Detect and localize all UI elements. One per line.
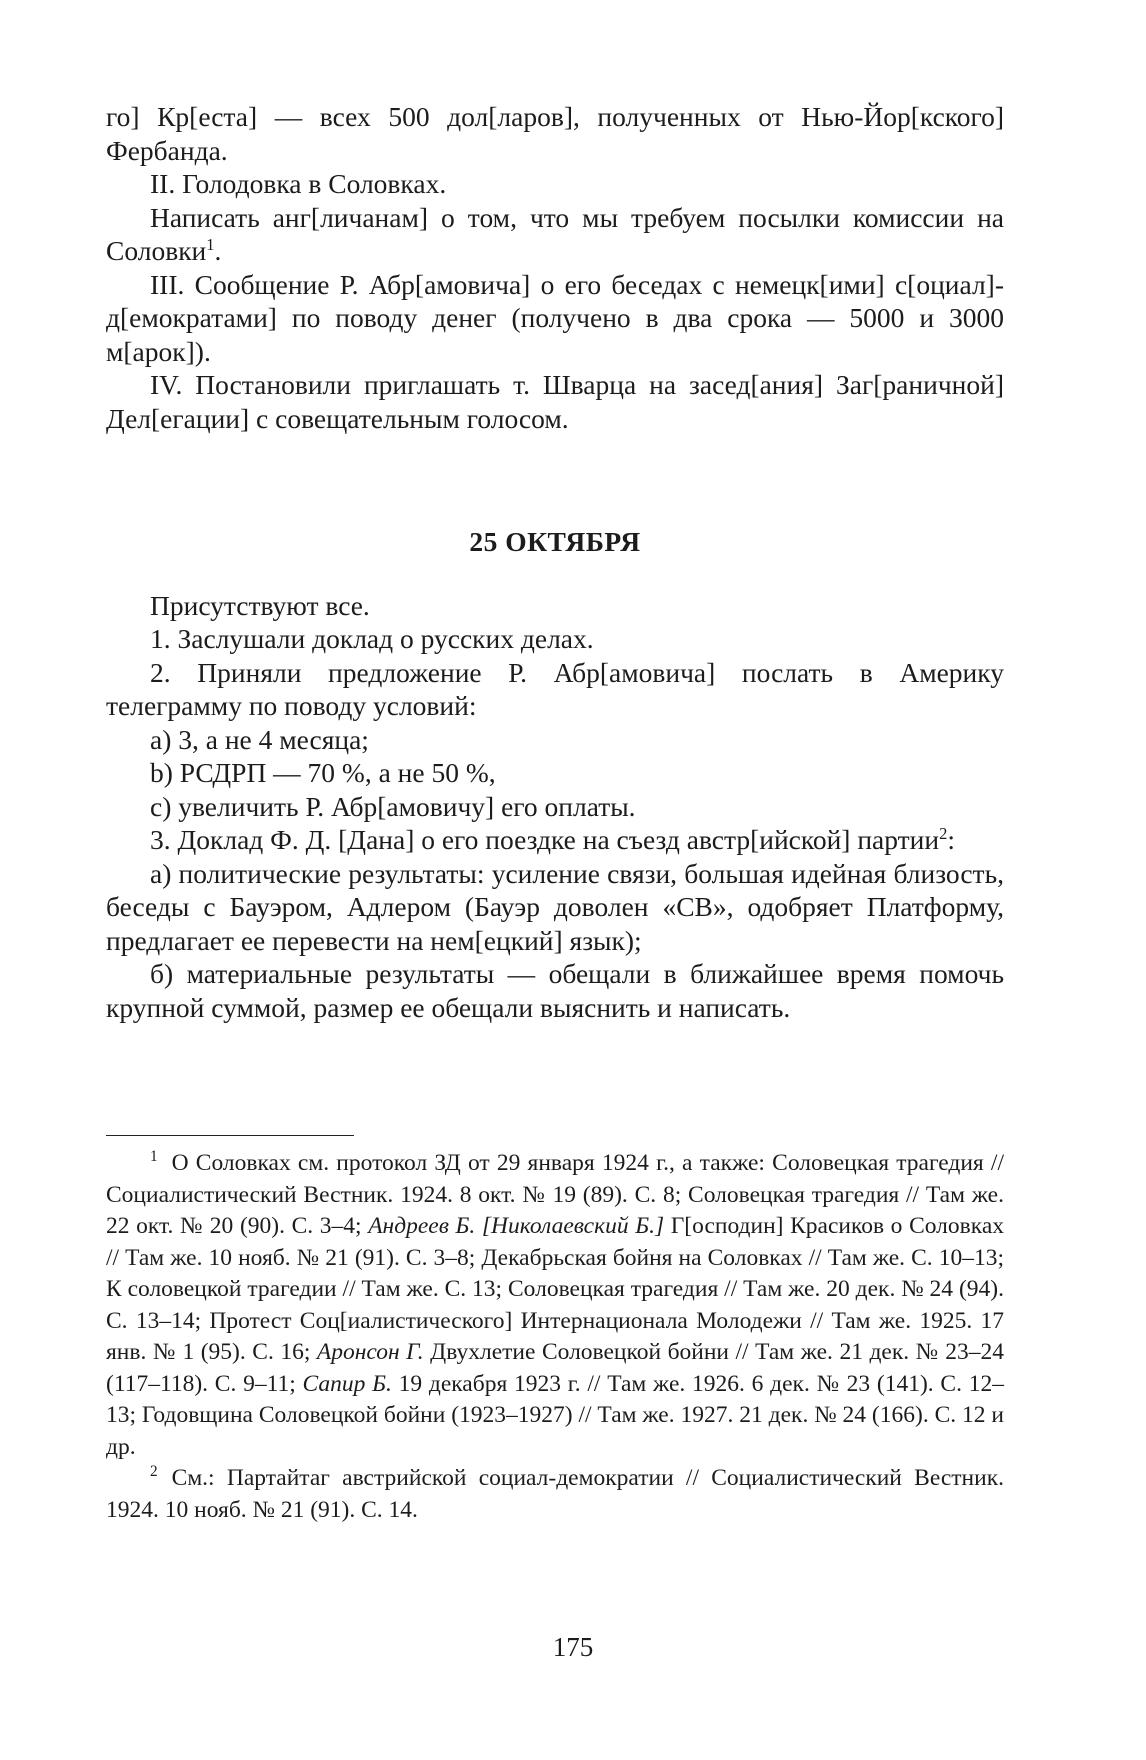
- list-item: b) РСДРП — 70 %, а не 50 %,: [150, 757, 496, 788]
- paragraph: 2. Приняли предложение Р. Абр[амовича] послать в Америку телеграмму по поводу условий:: [106, 656, 1004, 721]
- list-item: с) увеличить Р. Абр[амовичу] его оплаты.: [150, 790, 636, 822]
- footnote-number: 1: [150, 1148, 158, 1166]
- footnote-2: $^2$ См.: Партайтаг австрийской социал-демократии // Социалистический Вестник. 1924. 10 нояб. № 21 (91). С. 14.: [106, 1463, 1004, 1523]
- page-number: 175: [552, 1632, 594, 1662]
- footnotes: [106, 1148, 1004, 1526]
- section-heading: 25 ОКТЯБРЯ: [469, 526, 641, 557]
- author-name: Сапир Б.: [302, 1370, 392, 1397]
- footnote-ref[interactable]: 1: [206, 234, 215, 254]
- author-name: Андреев Б. [Николаевский Б.]: [368, 1213, 665, 1239]
- paragraph: III. Сообщение Р. Абр[амовича] о его беседах с немецк[ими] с[оциал]-д[емократами] по поводу денег (получено в два срока — 5000 и 3000 м[арок]).: [106, 268, 1004, 367]
- paragraph: Присутствуют все.: [150, 589, 370, 621]
- author-name: Аронсон Г.: [316, 1339, 424, 1365]
- main-text: [106, 100, 1004, 1024]
- paragraph: 3. Доклад Ф. Д. [Дана] о его поездке на съезд австр[ийской] партии$^2$:: [150, 823, 955, 855]
- paragraph: Написать анг[личанам] о том, что мы требуем посылки комиссии на Соловки$^1$.: [106, 201, 1004, 266]
- footnote-1: $^1$ О Соловках см. протокол ЗД от 29 января 1924 г., а также: Соловецкая трагедия // Социалистический Вестник. 1924. 8 окт. № 19 (89). С. 8; Соловецкая трагедия // Там же. 22 окт. № 20 (90). С. 3–4; Андреев Б. [Николаевский Б.] Г[осподин] Красиков о Соловках // Там же. 10 нояб. № 21 (91). С. 3–8; Декабрьская бойня на Соловках // Там же. С. 10–13; К соловецкой трагедии // Там же. С. 13; Соловецкая трагедия // Там же. 20 дек. № 24 (94). С. 13–14; Протест Соц[иалистического] Интернационала Молодежи // Там же. 1925. 17 янв. № 1 (95). С. 16; Аронсон Г. Двухлетие Соловецкой бойни // Там же. 21 дек. № 23–24 (117–118). С. 9–11; Сапир Б. 19 декабря 1923 г. // Там же. 1926. 6 дек. № 23 (141). С. 12–13; Годовщина Соловецкой бойни (1923–1927) // Там же. 1927. 21 дек. № 24 (166). С. 12 и др.: [106, 1148, 1004, 1460]
- footnote-ref[interactable]: 2: [939, 823, 948, 843]
- paragraph: II. Голодовка в Соловках.: [150, 168, 447, 199]
- list-item: а) 3, а не 4 месяца;: [150, 723, 369, 755]
- footnote-divider: [106, 1135, 354, 1136]
- paragraph: го] Кр[еста] — всех 500 дол[ларов], полученных от Нью-Йор[кского] Фербанда.: [106, 101, 1004, 166]
- paragraph: б) материальные результаты — обещали в ближайшее время помочь крупной суммой, размер ее обещали выяснить и написать.: [106, 958, 1004, 1023]
- paragraph: 1. Заслушали доклад о русских делах.: [150, 623, 594, 654]
- paragraph: а) политические результаты: усиление связи, большая идейная близость, беседы с Бауэром, Адлером (Бауэр доволен «СВ», одобряет Платформу, предлагает ее перевести на нем[ецкий] язык);: [106, 857, 1004, 956]
- footnote-number: 2: [150, 1463, 158, 1481]
- paragraph: IV. Постановили приглашать т. Шварца на засед[ания] Заг[раничной] Дел[егации] с совещательным голосом.: [106, 369, 1004, 434]
